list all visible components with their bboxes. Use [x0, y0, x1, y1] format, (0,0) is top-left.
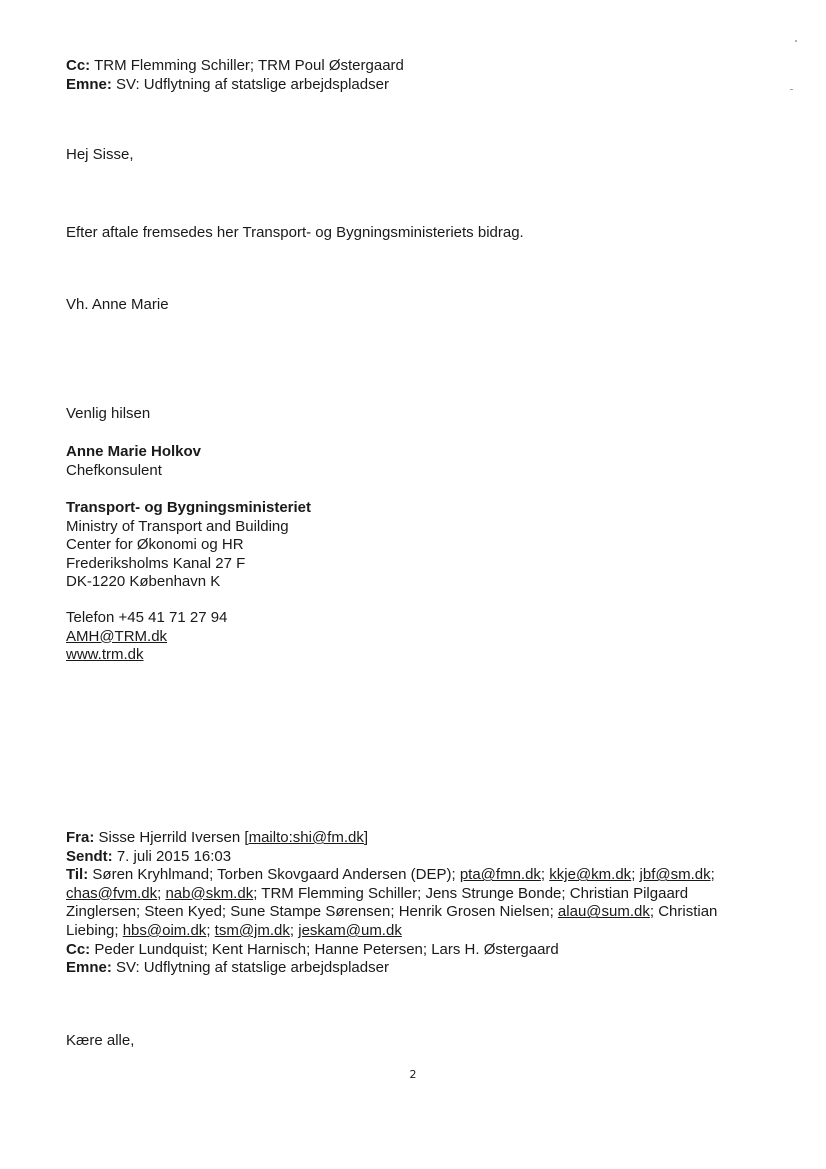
sent-value: 7. juli 2015 16:03 [116, 847, 232, 865]
to-email-link[interactable]: chas@fvm.dk [66, 884, 158, 902]
to-email-link[interactable]: hbs@oim.dk [122, 921, 207, 939]
subject-label-2: Emne: [66, 959, 112, 977]
subject-label: Emne: [66, 75, 112, 93]
sent-label: Sendt: [66, 847, 113, 865]
cc-value: TRM Flemming Schiller; TRM Poul Østergaard [94, 57, 404, 74]
to-line-3: Zinglersen; Steen Kyed; Sune Stampe Sørensen; Henrik Grosen Nielsen; alau@sum.dk; Christian [66, 903, 718, 921]
to-value-4: Liebing; [66, 921, 119, 939]
to-email-link[interactable]: tsm@jm.dk [214, 921, 290, 939]
subject-value: SV: Udflytning af statslige arbejdspladser [116, 75, 389, 93]
signature-name: Anne Marie Holkov [66, 443, 202, 460]
from-label: Fra: [66, 829, 95, 846]
org-department: Center for Økonomi og HR [66, 536, 244, 554]
signature-title: Chefkonsulent [66, 461, 162, 479]
to-line-2: chas@fvm.dk; nab@skm.dk; TRM Flemming Schiller; Jens Strunge Bonde; Christian Pilgaard [66, 884, 689, 902]
to-line-1: Til: Søren Kryhlmand; Torben Skovgaard Andersen (DEP); pta@fmn.dk; kkje@km.dk; jbf@sm.dk; [66, 866, 715, 884]
to-email-link[interactable]: nab@skm.dk [165, 884, 254, 902]
to-label: Til: [66, 866, 89, 884]
body-text: Efter aftale fremsedes her Transport- og Bygningsministeriets bidrag. [66, 224, 524, 241]
org-street: Frederiksholms Kanal 27 F [66, 554, 246, 572]
from-mailto-link[interactable]: [mailto:shi@fm.dk] [244, 829, 368, 846]
greeting-2: Kære alle, [66, 1032, 135, 1049]
scan-speck [790, 89, 793, 90]
signature-contact [66, 609, 227, 665]
from-name: Sisse Hjerrild Iversen [98, 829, 241, 846]
cc-value-2: Peder Lundquist; Kent Harnisch; Hanne Petersen; Lars H. Østergaard [94, 940, 559, 958]
email-link[interactable]: AMH@TRM.dk [66, 627, 168, 645]
from-line [66, 829, 717, 848]
greeting: Hej Sisse, [66, 146, 134, 163]
scan-speck [795, 40, 797, 42]
web-link[interactable]: www.trm.dk [66, 646, 144, 664]
email-header-2 [66, 829, 717, 978]
signature-org [66, 499, 311, 592]
org-city: DK-1220 København K [66, 573, 221, 591]
to-email-link[interactable]: alau@sum.dk [557, 903, 650, 921]
cc-label: Cc: [66, 57, 91, 74]
to-line-4: Liebing; hbs@oim.dk; tsm@jm.dk; jeskam@um.dk [66, 921, 402, 939]
cc-label-2: Cc: [66, 940, 91, 958]
to-email-link[interactable]: jeskam@um.dk [298, 921, 402, 939]
cc-line-2 [66, 941, 717, 960]
sent-line [66, 848, 717, 867]
subject-line [66, 76, 404, 95]
to-value-1: Søren Kryhlmand; Torben Skovgaard Andersen (DEP); [92, 866, 456, 884]
to-email-link[interactable]: pta@fmn.dk [459, 866, 541, 884]
subject-value-2: SV: Udflytning af statslige arbejdspladser [116, 959, 389, 977]
phone: Telefon +45 41 71 27 94 [66, 609, 228, 626]
to-email-link[interactable]: jbf@sm.dk [639, 866, 711, 884]
to-value-2: TRM Flemming Schiller; Jens Strunge Bonde; Christian Pilgaard [261, 884, 689, 902]
closing: Vh. Anne Marie [66, 296, 169, 313]
signature-person [66, 443, 201, 480]
to-value-3: Zinglersen; Steen Kyed; Sune Stampe Sørensen; Henrik Grosen Nielsen; [66, 903, 554, 921]
org-name-en: Ministry of Transport and Building [66, 517, 289, 535]
subject-line-2 [66, 959, 717, 978]
to-email-link[interactable]: kkje@km.dk [549, 866, 632, 884]
org-name: Transport- og Bygningsministeriet [66, 499, 312, 516]
to-value-3b: Christian [658, 903, 718, 921]
email-header-1 [66, 57, 404, 94]
cc-line [66, 57, 404, 76]
regards: Venlig hilsen [66, 405, 151, 422]
page-number: 2 [409, 1068, 417, 1081]
